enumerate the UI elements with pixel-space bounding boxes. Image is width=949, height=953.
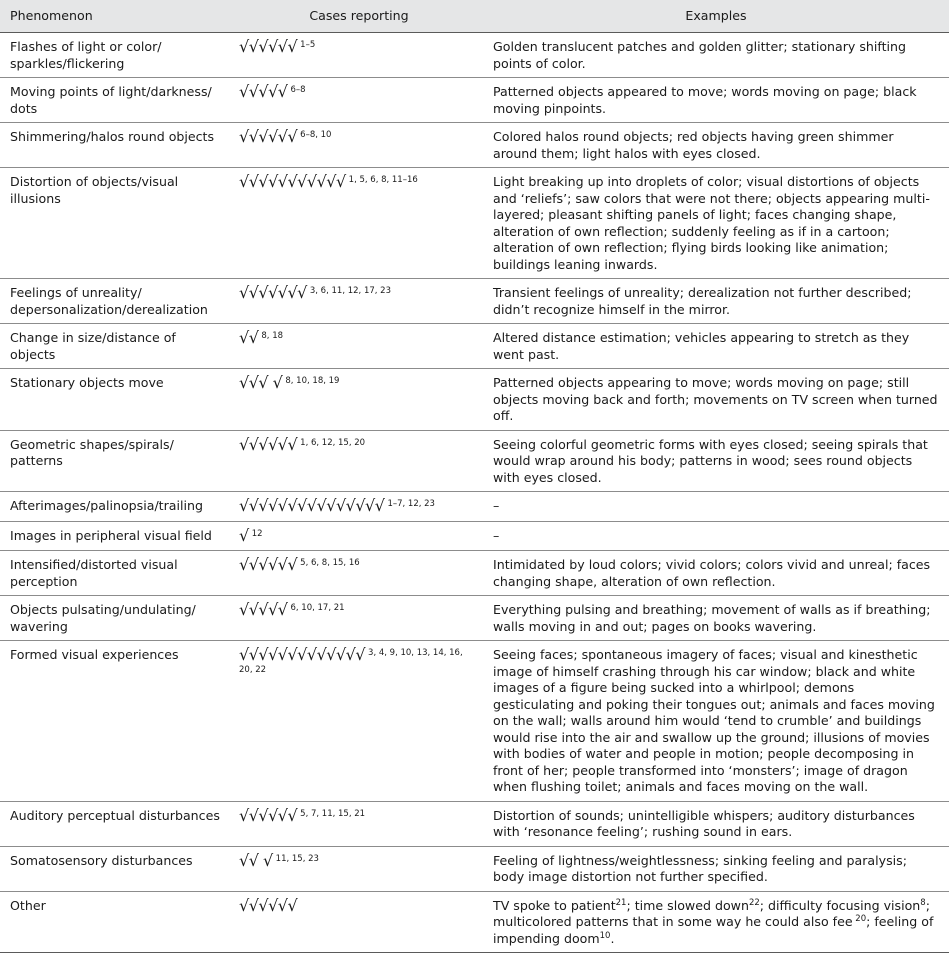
footnote-ref: 22: [748, 897, 760, 908]
reference-numbers: 6–8, 10: [300, 130, 332, 140]
example-text: ; feeling of impending doom: [493, 914, 934, 946]
phenomenon-cell: Auditory perceptual disturbances: [0, 801, 235, 846]
examples-cell: Golden translucent patches and golden glitter; stationary shifting points of color.: [483, 33, 949, 78]
phenomenon-cell: Formed visual experiences: [0, 641, 235, 802]
case-check-marks: √√√√√√: [239, 127, 298, 146]
footnote-ref: 10: [599, 930, 611, 941]
reference-numbers: 8, 18: [261, 331, 284, 341]
cases-cell: [235, 430, 483, 492]
phenomenon-cell: Afterimages/palinopsia/trailing: [0, 492, 235, 522]
examples-cell: Seeing colorful geometric forms with eyes closed; seeing spirals that would wrap around his body; patterns in wood; sees round objects with eyes closed.: [483, 430, 949, 492]
case-check-marks: √√√√√√√√√√√: [239, 172, 346, 191]
case-check-marks: √√√ √: [239, 373, 283, 392]
phenomenon-cell: Feelings of unreality/ depersonalization/derealization: [0, 279, 235, 324]
phenomenon-cell: Moving points of light/darkness/ dots: [0, 78, 235, 123]
example-text: .: [610, 930, 615, 946]
cases-cell: [235, 324, 483, 369]
cases-cell: [235, 33, 483, 78]
reference-numbers: 1–7, 12, 23: [387, 499, 435, 509]
table-row: [0, 801, 949, 846]
examples-cell: Distortion of sounds; unintelligible whispers; auditory disturbances with ‘resonance feeling’; rushing sound in ears.: [483, 801, 949, 846]
phenomenon-cell: Objects pulsating/undulating/ wavering: [0, 596, 235, 641]
phenomenon-cell: Geometric shapes/spirals/ patterns: [0, 430, 235, 492]
case-check-marks: √√√√√√√: [239, 283, 307, 302]
examples-cell: Patterned objects appeared to move; words moving on page; black moving pinpoints.: [483, 78, 949, 123]
reference-numbers: 3, 6, 11, 12, 17, 23: [309, 286, 391, 296]
table-row: [0, 33, 949, 78]
header-examples: Examples: [483, 0, 949, 33]
case-check-marks: √: [239, 525, 249, 545]
cases-cell: [235, 369, 483, 431]
header-phenomenon: Phenomenon: [0, 0, 235, 33]
cases-cell: [235, 521, 483, 551]
examples-cell: Feeling of lightness/weightlessness; sinking feeling and paralysis; body image distortion not further specified.: [483, 846, 949, 891]
footnote-ref: 8: [920, 897, 926, 908]
case-check-marks: √√√√√√: [239, 37, 298, 56]
table-row: [0, 551, 949, 596]
table-header: [0, 0, 949, 33]
cases-cell: [235, 168, 483, 279]
case-check-marks: √√√√√: [239, 600, 288, 619]
table-row: [0, 369, 949, 431]
reference-numbers: 6, 10, 17, 21: [290, 603, 345, 613]
reference-numbers: 5, 7, 11, 15, 21: [300, 808, 366, 819]
table-row: [0, 521, 949, 551]
table-row: [0, 168, 949, 279]
reference-numbers: 6–8: [290, 85, 306, 95]
examples-cell: Seeing faces; spontaneous imagery of faces; visual and kinesthetic image of himself crashing through his car window; black and white images of a figure being sucked into a whirlpool; demons gesticulating and poking their tongues out; animals and faces moving on the wall; walls around him would ‘tend to crumble’ and buildings would rise into the air and swallow up the ground; illusions of movies with bodies of water and people in motion; people decomposing in front of her; people transformed into ‘monsters’; image of dragon when flushing toilet; animals and faces moving on the wall.: [483, 641, 949, 802]
case-check-marks: √√√√√√: [239, 895, 298, 915]
cases-cell: [235, 641, 483, 802]
phenomenon-cell: Stationary objects move: [0, 369, 235, 431]
reference-numbers: 1, 5, 6, 8, 11–16: [348, 175, 418, 185]
cases-cell: [235, 123, 483, 168]
cases-cell: [235, 551, 483, 596]
reference-numbers: 11, 15, 23: [275, 853, 319, 864]
case-check-marks: √√√√√√√√√√√√√√√: [239, 496, 385, 515]
case-check-marks: √√√√√: [239, 82, 288, 101]
phenomenon-cell: Distortion of objects/visual illusions: [0, 168, 235, 279]
phenomenon-cell: Somatosensory disturbances: [0, 846, 235, 891]
reference-numbers: 8, 10, 18, 19: [285, 376, 340, 386]
example-text: ; multicolored patterns that in some way he could also fee: [493, 897, 930, 929]
examples-cell: –: [483, 492, 949, 522]
examples-cell: Colored halos round objects; red objects having green shimmer around them; light halos with eyes closed.: [483, 123, 949, 168]
case-check-marks: √√√√√√: [239, 434, 298, 454]
header-row: [0, 0, 949, 33]
table-row: [0, 123, 949, 168]
table-row: [0, 596, 949, 641]
table-row: [0, 430, 949, 492]
examples-cell: Altered distance estimation; vehicles appearing to stretch as they went past.: [483, 324, 949, 369]
examples-cell: [483, 891, 949, 953]
case-check-marks: √√: [239, 328, 259, 347]
phenomenon-cell: Intensified/distorted visual perception: [0, 551, 235, 596]
examples-cell: Everything pulsing and breathing; movement of walls as if breathing; walls moving in and out; pages on books wavering.: [483, 596, 949, 641]
table-row: [0, 78, 949, 123]
header-cases-reporting: Cases reporting: [235, 0, 483, 33]
case-check-marks: √√√√√√: [239, 555, 298, 574]
cases-cell: [235, 78, 483, 123]
cases-cell: [235, 279, 483, 324]
table-row: [0, 279, 949, 324]
examples-cell: Patterned objects appearing to move; words moving on page; still objects moving back and forth; movements on TV screen when turned off.: [483, 369, 949, 431]
phenomenon-cell: Change in size/distance of objects: [0, 324, 235, 369]
table-row: [0, 324, 949, 369]
examples-cell: Transient feelings of unreality; derealization not further described; didn’t recognize himself in the mirror.: [483, 279, 949, 324]
cases-cell: [235, 492, 483, 522]
footnote-ref: 20: [852, 914, 867, 924]
footnote-ref: 21: [615, 897, 627, 908]
phenomenon-cell: Flashes of light or color/ sparkles/flickering: [0, 33, 235, 78]
examples-cell: Intimidated by loud colors; vivid colors; colors vivid and unreal; faces changing shape, alteration of own reflection.: [483, 551, 949, 596]
reference-numbers: 1–5: [300, 40, 316, 50]
reference-numbers: 12: [251, 528, 263, 539]
case-check-marks: √√ √: [239, 850, 273, 870]
case-check-marks: √√√√√√: [239, 805, 298, 825]
phenomenon-cell: Other: [0, 891, 235, 953]
table-body: [0, 33, 949, 953]
example-text: ; time slowed down: [626, 897, 749, 913]
case-check-marks: √√√√√√√√√√√√√: [239, 645, 366, 664]
cases-cell: [235, 801, 483, 846]
reference-numbers: 1, 6, 12, 15, 20: [300, 437, 366, 448]
table-row: [0, 492, 949, 522]
phenomenon-cell: Images in peripheral visual field: [0, 521, 235, 551]
table-row-other: [0, 891, 949, 953]
examples-cell: Light breaking up into droplets of color; visual distortions of objects and ‘reliefs’; saw colors that were not there; objects appearing multi-layered; pleasant shifting panels of light; faces changing shape, alteration of own reflection; suddenly feeling as if in a cartoon; alteration of own reflection; flying birds looking like animation; buildings leaning inwards.: [483, 168, 949, 279]
examples-cell: –: [483, 521, 949, 551]
table-row: [0, 846, 949, 891]
cases-cell: [235, 891, 483, 953]
reference-numbers: 3, 4, 9, 10, 13, 14, 16, 20, 22: [239, 648, 463, 675]
cases-cell: [235, 596, 483, 641]
table-row: [0, 641, 949, 802]
cases-cell: [235, 846, 483, 891]
example-text: ; difficulty focusing vision: [759, 897, 921, 913]
phenomenon-cell: Shimmering/halos round objects: [0, 123, 235, 168]
reference-numbers: 5, 6, 8, 15, 16: [300, 558, 360, 568]
example-text: TV spoke to patient: [493, 897, 616, 913]
